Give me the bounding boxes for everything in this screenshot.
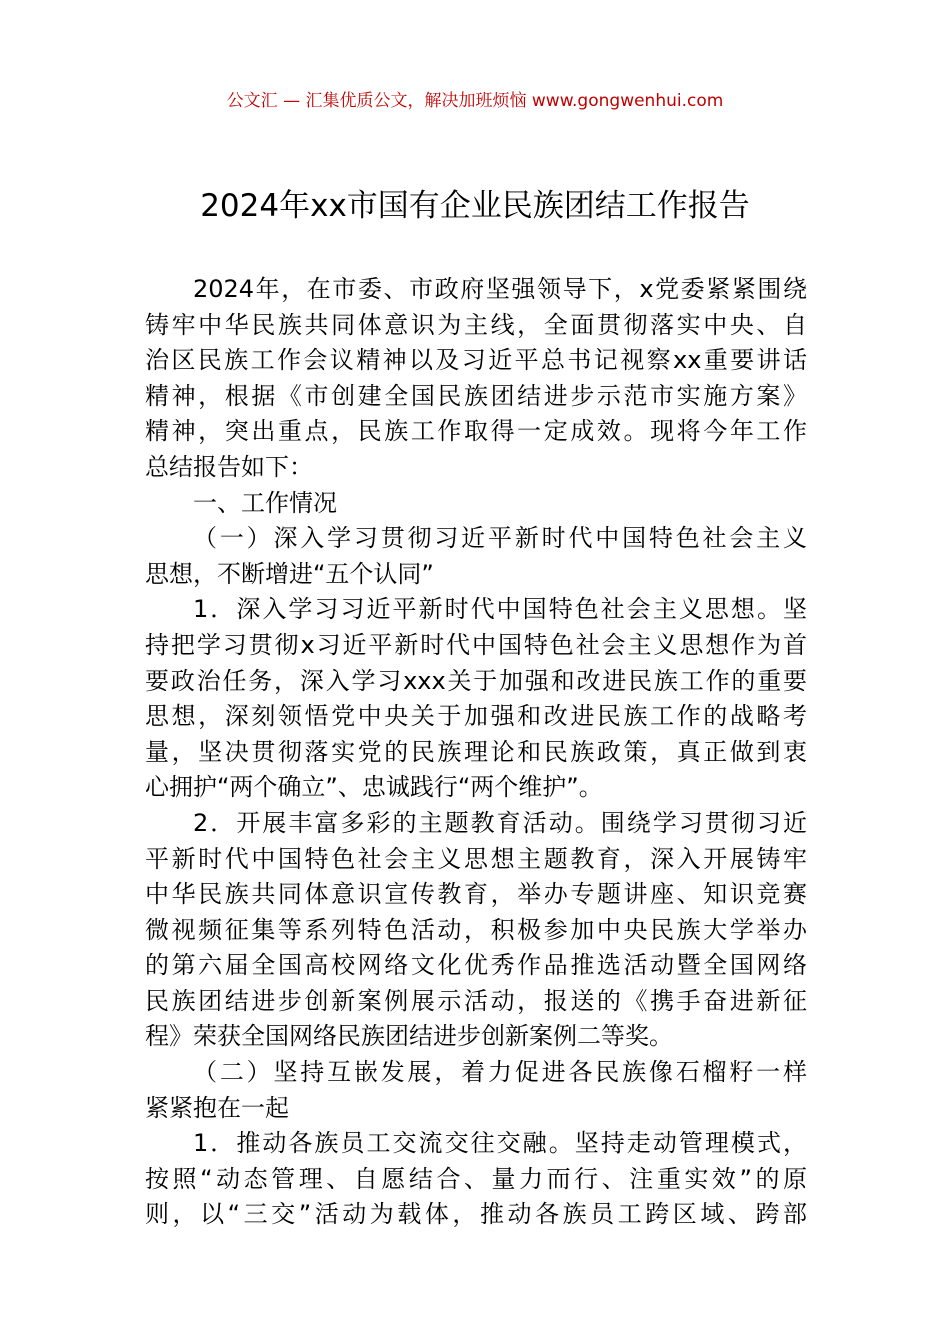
text-line: 精神，根据《市创建全国民族团结进步示范市实施方案》 — [145, 381, 807, 410]
watermark-banner: 公文汇 — 汇集优质公文，解决加班烦恼 www.gongwenhui.com — [226, 91, 724, 111]
text-line: 总结报告如下： — [145, 452, 313, 481]
document-title: 2024年xx市国有企业民族团结工作报告 — [200, 188, 750, 224]
text-line: 一、工作情况 — [193, 488, 337, 517]
text-line: 按照“动态管理、自愿结合、量力而行、注重实效”的原 — [145, 1164, 807, 1193]
text-line: （一）深入学习贯彻习近平新时代中国特色社会主义 — [193, 524, 807, 553]
text-line: 铸牢中华民族共同体意识为主线，全面贯彻落实中央、自 — [145, 310, 807, 339]
text-line: 心拥护“两个确立”、忠诚践行“两个维护”。 — [145, 773, 603, 802]
text-line: 精神，突出重点，民族工作取得一定成效。现将今年工作 — [145, 417, 807, 446]
text-line: 治区民族工作会议精神以及习近平总书记视察xx重要讲话 — [145, 346, 807, 375]
text-line: 思想，不断增进“五个认同” — [145, 559, 434, 588]
text-line: 民族团结进步创新案例展示活动，报送的《携手奋进新征 — [145, 986, 807, 1015]
text-line: 紧紧抱在一起 — [145, 1093, 289, 1122]
text-line: 的第六届全国高校网络文化优秀作品推选活动暨全国网络 — [145, 951, 807, 980]
text-line: 2024年，在市委、市政府坚强领导下，x党委紧紧围绕 — [193, 275, 807, 303]
text-line: 要政治任务，深入学习xxx关于加强和改进民族工作的重要 — [145, 666, 807, 695]
text-line: 持把学习贯彻x习近平新时代中国特色社会主义思想作为首 — [145, 630, 807, 659]
text-line: 2．开展丰富多彩的主题教育活动。围绕学习贯彻习近 — [193, 808, 807, 837]
text-line: 微视频征集等系列特色活动，积极参加中央民族大学举办 — [145, 915, 807, 944]
text-line: 思想，深刻领悟党中央关于加强和改进民族工作的战略考 — [145, 702, 807, 731]
text-line: 程》荣获全国网络民族团结进步创新案例二等奖。 — [145, 1022, 673, 1051]
document-body — [145, 272, 807, 1233]
text-line: 量，坚决贯彻落实党的民族理论和民族政策，真正做到衷 — [145, 737, 807, 766]
text-line: 1．深入学习习近平新时代中国特色社会主义思想。坚 — [193, 595, 807, 624]
text-line: （二）坚持互嵌发展，着力促进各民族像石榴籽一样 — [193, 1058, 807, 1087]
text-line: 平新时代中国特色社会主义思想主题教育，深入开展铸牢 — [145, 844, 807, 873]
text-line: 则，以“三交”活动为载体，推动各族员工跨区域、跨部 — [145, 1200, 807, 1229]
text-line: 1．推动各族员工交流交往交融。坚持走动管理模式， — [193, 1129, 807, 1158]
text-line: 中华民族共同体意识宣传教育，举办专题讲座、知识竞赛 — [145, 880, 807, 909]
